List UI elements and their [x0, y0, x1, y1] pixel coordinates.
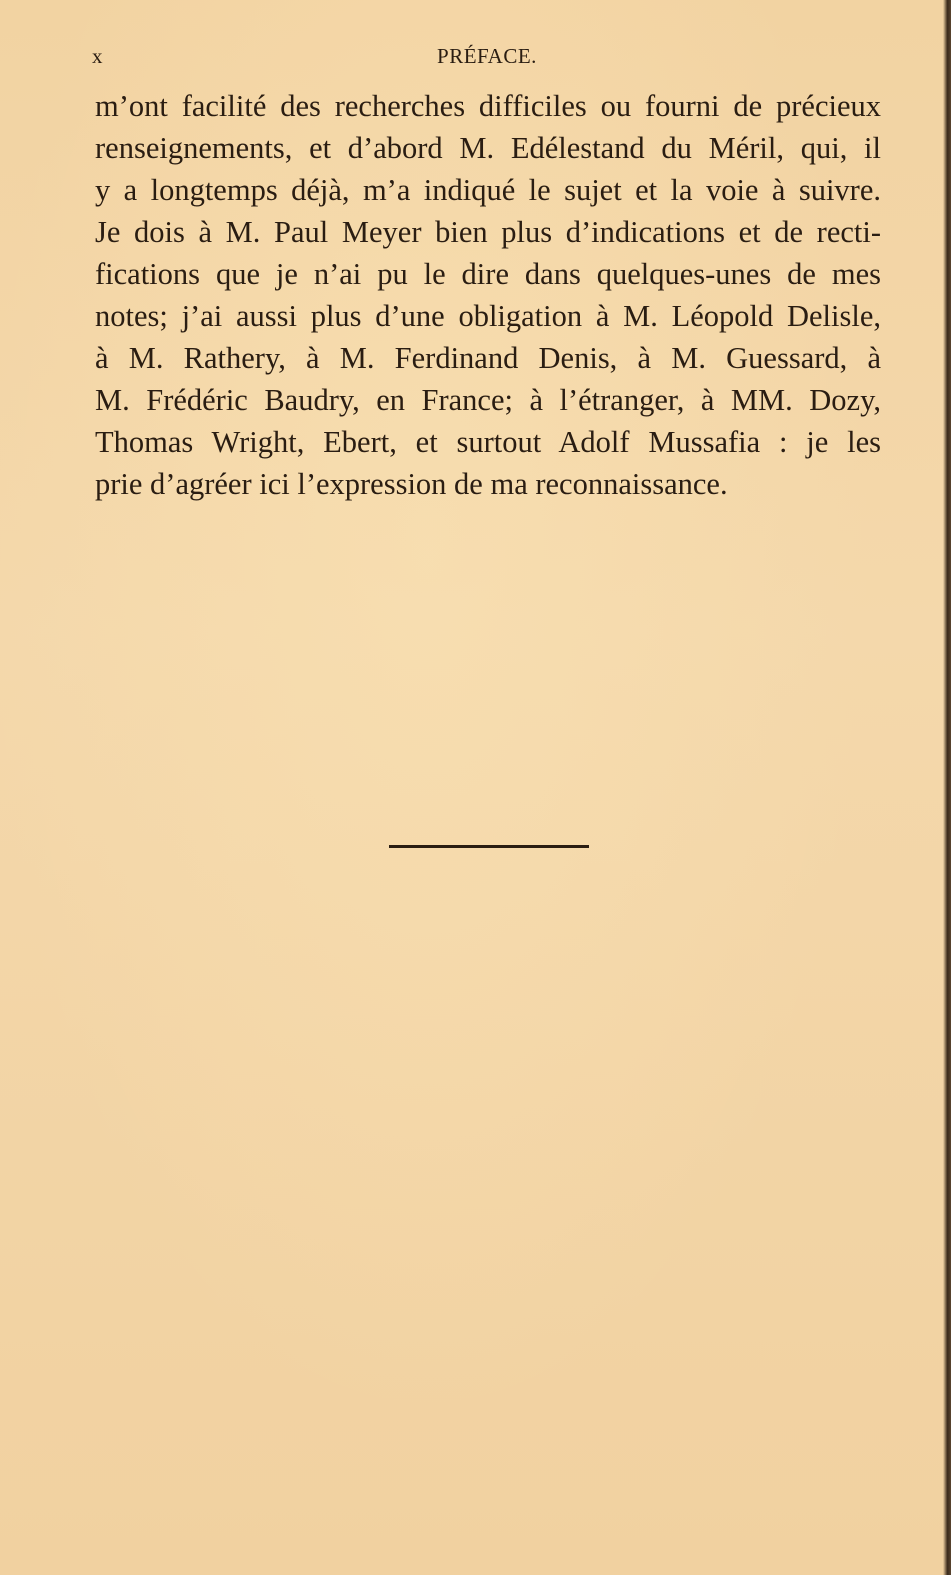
- page-edge-shadow: [943, 0, 951, 1575]
- text-line: y a longtemps déjà, m’a indiqué le sujet et la voie à suivre.: [95, 173, 881, 207]
- text-line: Je dois à M. Paul Meyer bien plus d’indications et de recti-: [95, 215, 881, 249]
- running-head: [92, 44, 882, 74]
- text-line: à M. Rathery, à M. Ferdinand Denis, à M. Guessard, à: [95, 341, 881, 375]
- text-line: fications que je n’ai pu le dire dans quelques-unes de mes: [95, 257, 881, 291]
- text-line: renseignements, et d’abord M. Edélestand du Méril, qui, il: [95, 131, 881, 165]
- text-line: notes; j’ai aussi plus d’une obligation à M. Léopold Delisle,: [95, 299, 881, 333]
- text-line: prie d’agréer ici l’expression de ma reconnaissance.: [95, 467, 728, 501]
- section-end-rule: [389, 845, 589, 848]
- text-line: Thomas Wright, Ebert, et surtout Adolf Mussafia : je les: [95, 425, 881, 459]
- text-line: M. Frédéric Baudry, en France; à l’étranger, à MM. Dozy,: [95, 383, 881, 417]
- page-title: PRÉFACE.: [437, 44, 537, 68]
- page-number: x: [92, 44, 103, 68]
- text-line: m’ont facilité des recherches difficiles ou fourni de précieux: [95, 89, 881, 123]
- body-paragraph: [95, 85, 881, 505]
